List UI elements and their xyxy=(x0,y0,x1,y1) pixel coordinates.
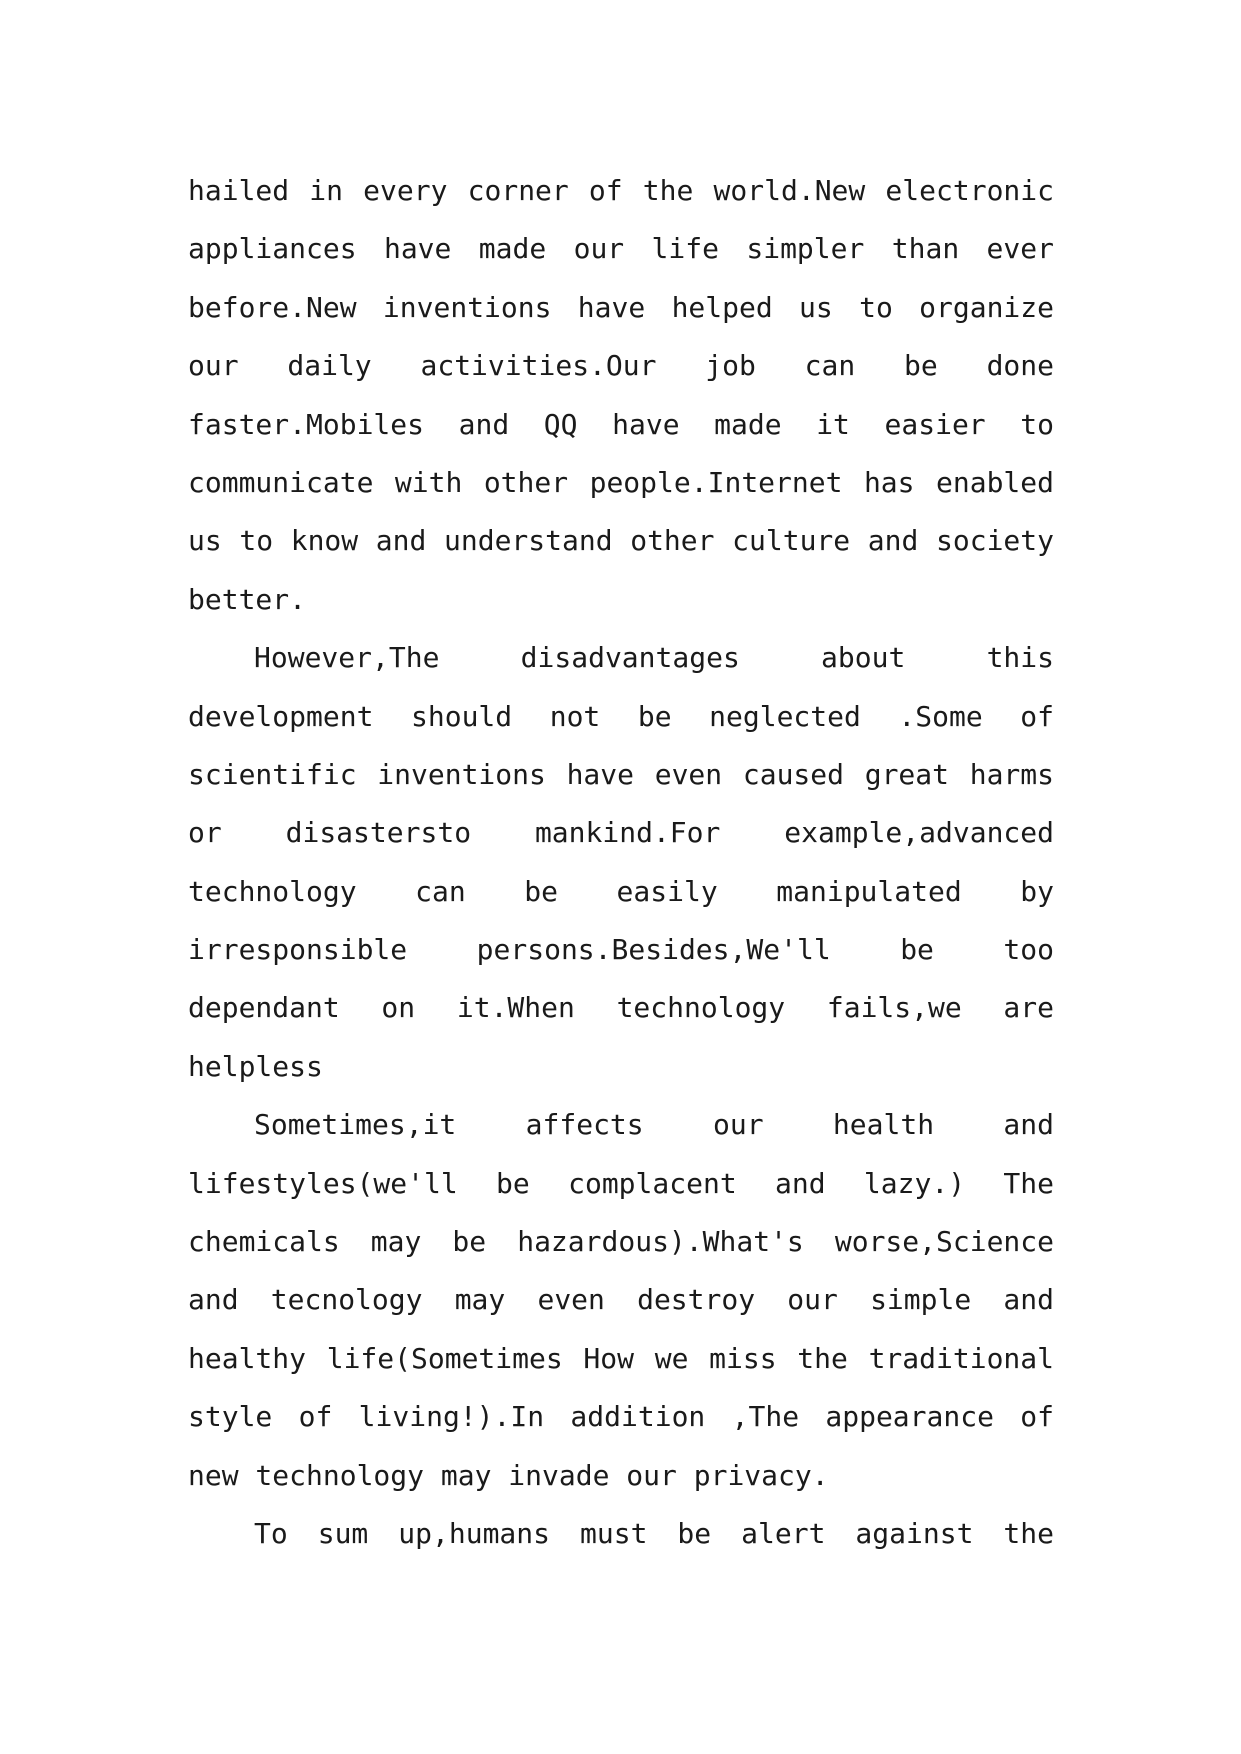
text-line: communicate with other people.Internet has enabled xyxy=(188,465,1054,499)
text-line: helpless xyxy=(188,1049,323,1083)
text-line: lifestyles(we'll be complacent and lazy.) The xyxy=(188,1166,1054,1200)
text-line: our daily activities.Our job can be done xyxy=(188,349,1054,383)
paragraph xyxy=(188,629,1054,1096)
text-line: irresponsible persons.Besides,We'll be too xyxy=(188,933,1054,967)
paragraph xyxy=(188,1505,1054,1563)
text-line: dependant on it.When technology fails,we are xyxy=(188,991,1054,1025)
text-line: chemicals may be hazardous).What's worse,Science xyxy=(188,1225,1054,1259)
body-text xyxy=(188,162,1054,1563)
paragraph xyxy=(188,162,1054,629)
paragraph xyxy=(188,1096,1054,1505)
text-line: appliances have made our life simpler than ever xyxy=(188,232,1054,266)
text-line: before.New inventions have helped us to organize xyxy=(188,290,1054,324)
text-line: us to know and understand other culture and society xyxy=(188,524,1054,558)
text-line: and tecnology may even destroy our simple and xyxy=(188,1283,1054,1317)
text-line: To sum up,humans must be alert against the xyxy=(254,1516,1054,1550)
text-line: or disastersto mankind.For example,advanced xyxy=(188,816,1054,850)
text-line: better. xyxy=(188,582,307,616)
text-line: hailed in every corner of the world.New electronic xyxy=(188,174,1054,207)
text-line: style of living!).In addition ,The appearance of xyxy=(188,1400,1054,1434)
text-line: faster.Mobiles and QQ have made it easier to xyxy=(188,407,1054,441)
text-line: healthy life(Sometimes How we miss the traditional xyxy=(188,1341,1054,1375)
text-line: scientific inventions have even caused great harms xyxy=(188,757,1054,791)
text-line: development should not be neglected .Some of xyxy=(188,699,1054,733)
text-line: Sometimes,it affects our health and xyxy=(254,1108,1054,1142)
text-line: However,The disadvantages about this xyxy=(254,641,1054,675)
text-line: new technology may invade our privacy. xyxy=(188,1458,829,1492)
text-line: technology can be easily manipulated by xyxy=(188,874,1054,908)
